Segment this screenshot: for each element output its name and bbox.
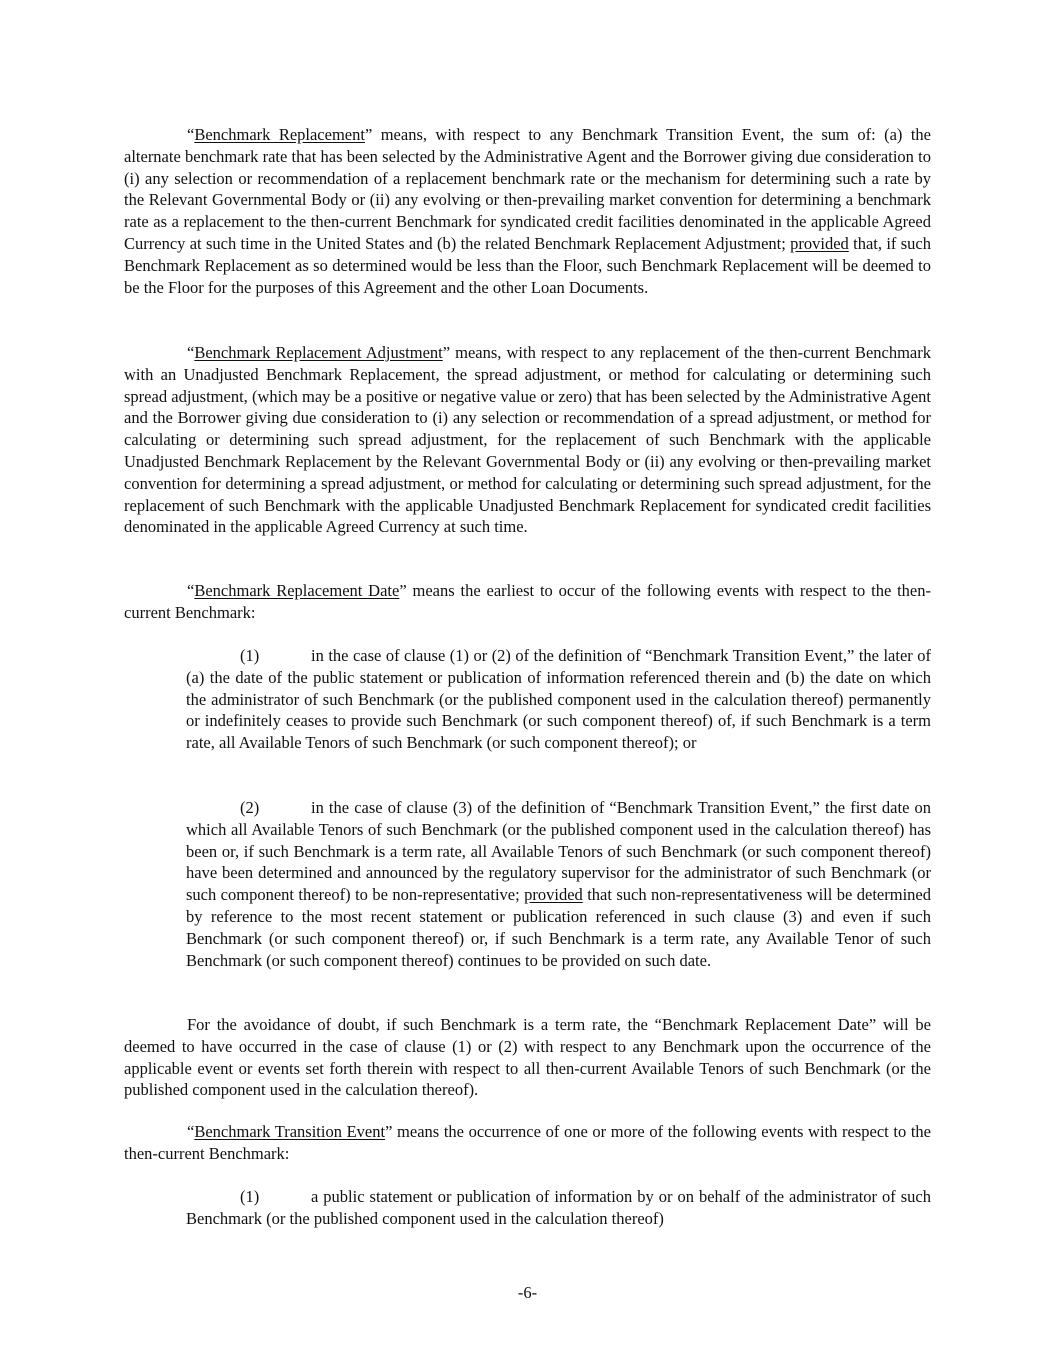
open-quote: “ <box>187 1122 195 1141</box>
definition-benchmark-replacement-date <box>124 580 931 624</box>
provided-term: provided <box>524 885 583 905</box>
clause-2 <box>186 797 931 971</box>
defined-term: Benchmark Replacement Date <box>194 581 400 600</box>
definition-benchmark-transition-event <box>124 1121 931 1165</box>
clause-text: a public statement or publication of information by or on behalf of the administrator of such Benchmark (or the published component used in the calculation thereof) <box>186 1187 931 1228</box>
paragraph-text: ” means the earliest to occur of the following events with respect to the then-current Benchmark: <box>124 581 932 622</box>
avoidance-of-doubt-paragraph <box>124 1014 931 1101</box>
paragraph-text: ” means the occurrence of one or more of the following events with respect to the then-current Benchmark: <box>124 1122 931 1163</box>
open-quote: “ <box>187 125 195 144</box>
definition-benchmark-replacement-adjustment <box>124 342 931 538</box>
clause-number: (1) <box>240 1187 260 1206</box>
provided-term: provided <box>790 233 849 253</box>
paragraph-text: ” means, with respect to any replacement of the then-current Benchmark with an Unadjusted Benchmark Replacement, the spread adjustment, or method for calculating or determining such spread adjustment, (which may be a positive or negative value or zero) that has been selected by the Administrative Agent and the Borrower giving due consideration to (i) any selection or recommendation of a spread adjustment, or method for calculating or determining such spread adjustment, for the replacement of such Benchmark with the applicable Unadjusted Benchmark Replacement by the Relevant Governmental Body or (ii) any evolving or then-prevailing market convention for determining a spread adjustment, or method for calculating or determining such spread adjustment, for the replacement of such Benchmark with the applicable Unadjusted Benchmark Replacement for syndicated credit facilities denominated in the applicable Agreed Currency at such time. <box>124 343 931 537</box>
clause-text: in the case of clause (1) or (2) of the definition of “Benchmark Transition Event,” the later of (a) the date of the public statement or publication of information referenced therein and (b) the date on which the administrator of such Benchmark (or the published component used in the calculation thereof) permanently or indefinitely ceases to provide such Benchmark (or such component thereof) of, if such Benchmark is a term rate, all Available Tenors of such Benchmark (or such component thereof); or <box>186 646 931 753</box>
page-number: -6- <box>517 1283 538 1302</box>
clause-number: (2) <box>240 798 260 817</box>
clause-1 <box>186 645 931 754</box>
clause-number: (1) <box>240 646 260 665</box>
defined-term: Benchmark Replacement <box>194 125 365 144</box>
paragraph-text: For the avoidance of doubt, if such Benchmark is a term rate, the “Benchmark Replacement Date” will be deemed to have occurred in the case of clause (1) or (2) with respect to any Benchmark upon the occurrence of the applicable event or events set forth therein with respect to all then-current Available Tenors of such Benchmark (or the published component used in the calculation thereof). <box>124 1015 931 1100</box>
paragraph-text: ” means, with respect to any Benchmark Transition Event, the sum of: (a) the alternate benchmark rate that has been selected by the Administrative Agent and the Borrower giving due consideration to (i) any selection or recommendation of a replacement benchmark rate or the mechanism for determining such a rate by the Relevant Governmental Body or (ii) any evolving or then-prevailing market convention for determining a benchmark rate as a replacement to the then-current Benchmark for syndicated credit facilities denominated in the applicable Agreed Currency at such time in the United States and (b) the related Benchmark Replacement Adjustment; <box>124 125 931 253</box>
open-quote: “ <box>187 581 195 600</box>
defined-term: Benchmark Transition Event <box>194 1122 386 1141</box>
defined-term: Benchmark Replacement Adjustment <box>194 343 443 362</box>
open-quote: “ <box>187 343 195 362</box>
paragraph-text: that, if such Benchmark Replacement as so determined would be less than the Floor, such Benchmark Replacement will be deemed to be the Floor for the purposes of this Agreement and the other Loan Documents. <box>124 233 931 297</box>
definition-benchmark-replacement <box>124 124 931 298</box>
clause-text: that such non-representativeness will be determined by reference to the most recent statement or publication referenced in such clause (3) and even if such Benchmark (or such component thereof) or, if such Benchmark is a term rate, any Available Tenor of such Benchmark (or such component thereof) continues to be provided on such date. <box>186 885 931 970</box>
clause-1 <box>186 1186 931 1230</box>
clause-text: in the case of clause (3) of the definition of “Benchmark Transition Event,” the first date on which all Available Tenors of such Benchmark (or the published component used in the calculation thereof) has been or, if such Benchmark is a term rate, all Available Tenors of such Benchmark (or such component thereof) have been determined and announced by the regulatory supervisor for the administrator of such Benchmark (or such component thereof) to be non-representative; <box>186 798 931 905</box>
